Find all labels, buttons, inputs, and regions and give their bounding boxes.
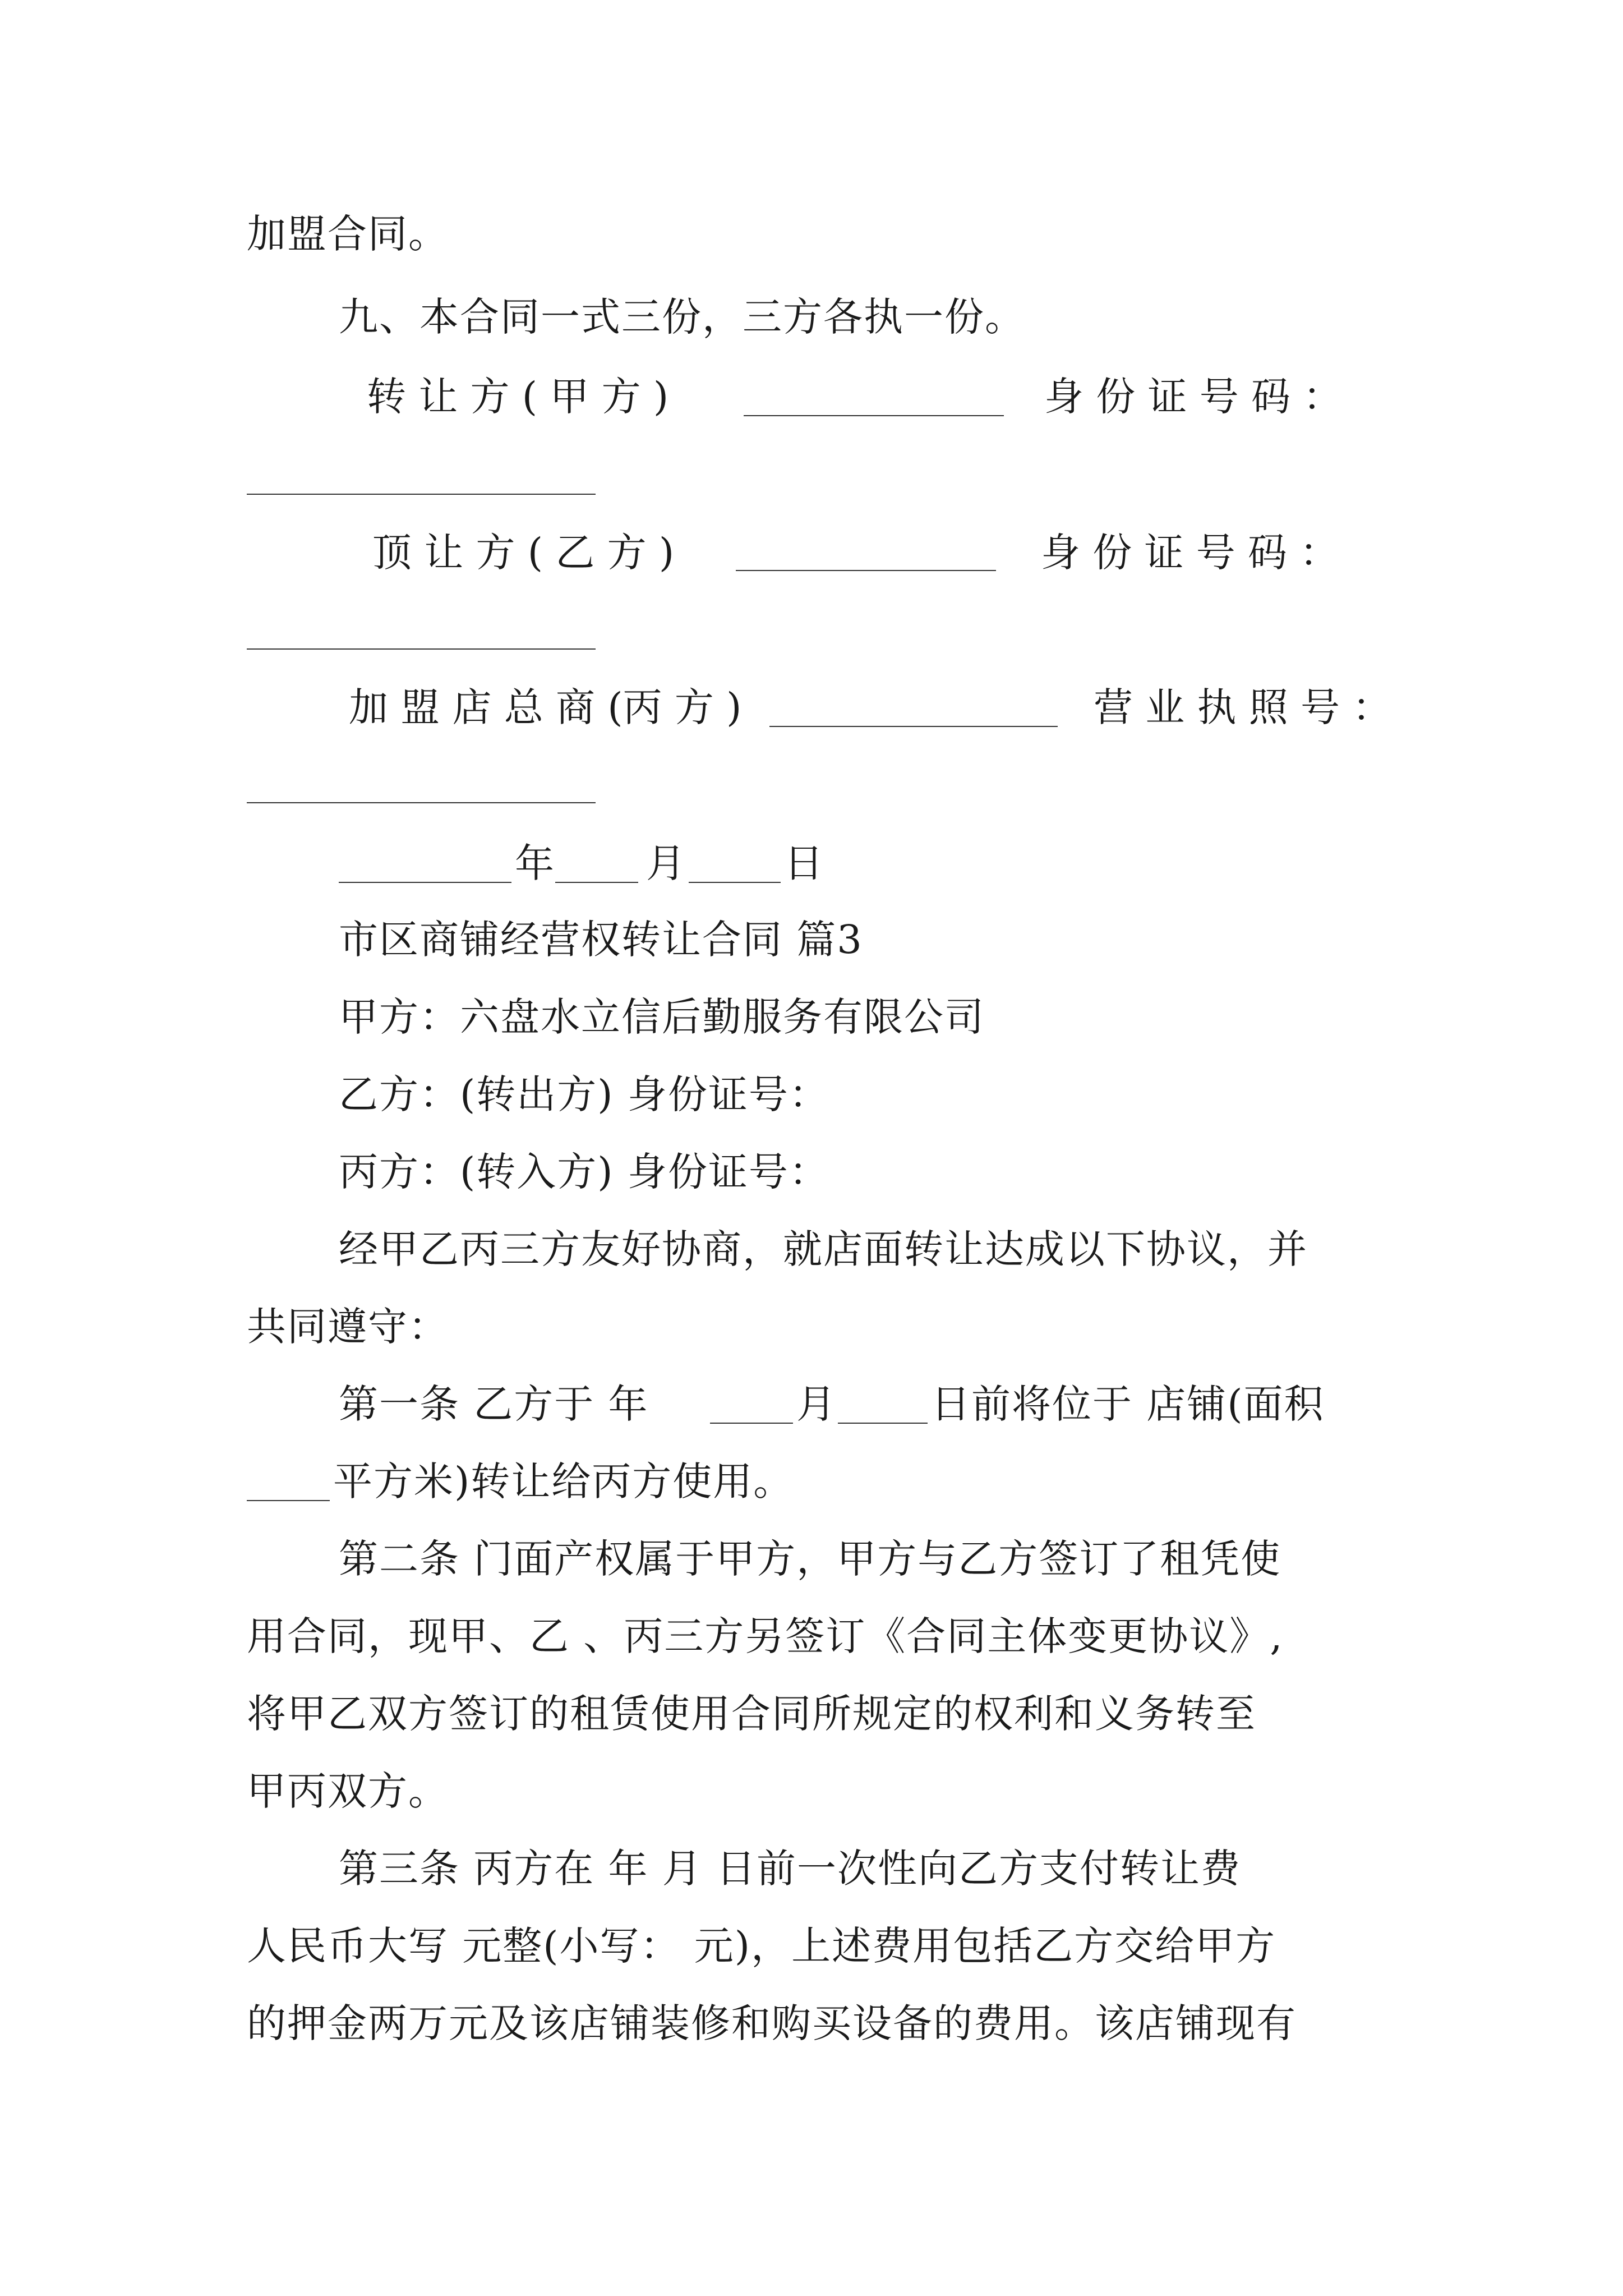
transferor-label: 转 让 方 ( 甲 方 ) <box>367 374 669 420</box>
text-line: 用合同，现甲、乙 、丙三方另签订《合同主体变更协议》, <box>247 1613 1284 1659</box>
article-2-line: 第二条 门面产权属于甲方，甲方与乙方签订了租凭使 <box>339 1536 1281 1582</box>
date-year-blank <box>339 882 511 883</box>
transferor-id-label: 身 份 证 号 码 ： <box>1044 374 1343 420</box>
assignee-name-blank <box>736 570 996 571</box>
article-1-month-blank <box>710 1423 793 1424</box>
section-title: 市区商铺经营权转让合同 篇3 <box>339 917 863 963</box>
date-month-blank <box>555 882 638 883</box>
text-line: 平方米)转让给丙方使用。 <box>333 1458 794 1504</box>
date-day-label: 日 <box>784 840 824 886</box>
franchisor-license-label: 营 业 执 照 号 ： <box>1094 684 1392 730</box>
assignee-id-label: 身 份 证 号 码 ： <box>1041 530 1339 576</box>
article-3-line: 第三条 丙方在 年 月 日前一次性向乙方支付转让费 <box>339 1846 1242 1892</box>
text-line: 甲丙双方。 <box>247 1768 449 1814</box>
text-line: 九、本合同一式三份，三方各执一份。 <box>339 294 1025 340</box>
transferor-name-blank <box>744 415 1004 416</box>
text-line: 共同遵守： <box>247 1304 449 1350</box>
text-line: 经甲乙丙三方友好协商，就店面转让达成以下协议，并 <box>339 1226 1308 1272</box>
date-year-label: 年 <box>515 840 555 886</box>
date-month-label: 月 <box>646 840 686 886</box>
article-1-part-b: 月 <box>796 1381 837 1427</box>
party-b-line: 乙方：(转出方) 身份证号： <box>339 1071 829 1117</box>
franchisor-label: 加 盟 店 总 商 (丙 方 ) <box>349 684 742 730</box>
party-c-line: 丙方：(转入方) 身份证号： <box>339 1149 829 1195</box>
date-day-blank <box>689 882 781 883</box>
article-1-area-blank <box>247 1500 330 1501</box>
text-line: 加盟合同。 <box>247 211 449 257</box>
party-a-line: 甲方：六盘水立信后勤服务有限公司 <box>339 994 985 1040</box>
assignee-label: 顶 让 方 ( 乙 方 ) <box>372 530 675 576</box>
transferor-id-blank <box>247 494 596 495</box>
article-1-part-a: 第一条 乙方于 年 <box>339 1381 649 1427</box>
article-1-day-blank <box>838 1423 928 1424</box>
text-line: 将甲乙双方签订的租赁使用合同所规定的权利和义务转至 <box>247 1691 1256 1737</box>
franchisor-name-blank <box>769 726 1058 727</box>
text-line: 的押金两万元及该店铺装修和购买设备的费用。该店铺现有 <box>247 2000 1297 2046</box>
text-line: 人民币大写 元整(小写： 元)，上述费用包括乙方交给甲方 <box>247 1923 1276 1969</box>
article-1-part-c: 日前将位于 店铺(面积 <box>931 1381 1325 1427</box>
franchisor-license-blank <box>247 802 596 803</box>
assignee-id-blank <box>247 648 596 650</box>
